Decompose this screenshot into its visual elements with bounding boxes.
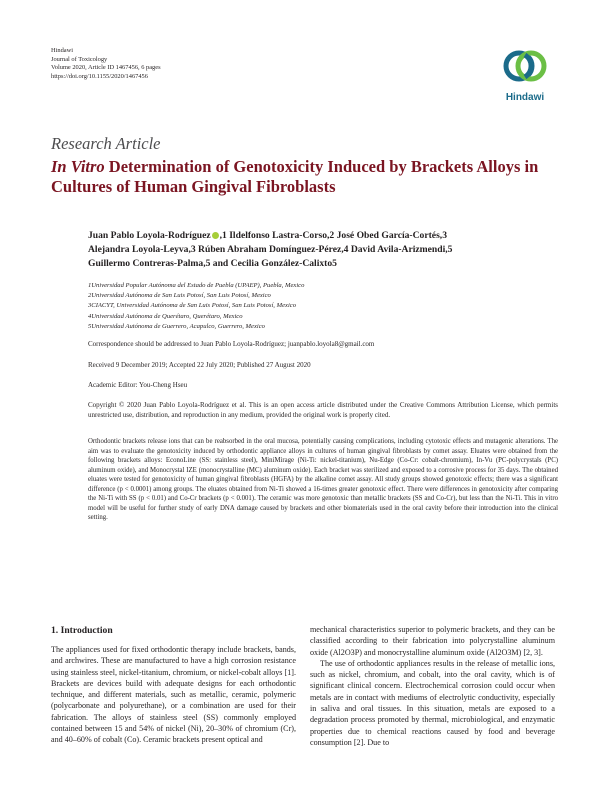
academic-editor: Academic Editor: You-Cheng Hseu xyxy=(88,381,188,389)
author-line3: Guillermo Contreras-Palma,5 and Cecilia González-Calixto5 xyxy=(88,257,337,269)
author-line1-rest: ,1 Ildelfonso Lastra-Corso,2 José Obed García-Cortés,3 xyxy=(219,230,447,241)
orcid-icon[interactable] xyxy=(212,232,219,239)
section-heading: 1. Introduction xyxy=(51,625,113,636)
affiliation-item: 1Universidad Popular Autónoma del Estado de Puebla (UPAEP), Puebla, Mexico xyxy=(88,282,305,289)
affiliation-item: 3CIACYT, Universidad Autónoma de San Luis Potosí, San Luis Potosí, Mexico xyxy=(88,302,297,310)
affiliations xyxy=(88,281,558,332)
body-paragraph: The use of orthodontic appliances results in the release of metallic ions, such as nickel, chromium, and cobalt, into the oral cavity, which is of significant clinical concern. Electrochemical corrosion could occur when metals are in contact with mediums of electrolytic conductivity, especially in saliva and oral tissues. In this situation, metals are exposed to a degradation process promoted by thermal, microbiological, and enzymatic properties due to chemical reactions caused by food and beverage consumption [2]. Due to xyxy=(310,658,555,747)
doi-link[interactable]: https://doi.org/10.1155/2020/1467456 xyxy=(51,72,148,80)
body-column-left xyxy=(51,644,296,746)
abstract: Orthodontic brackets release ions that can be reabsorbed in the oral mucosa, potentially causing complications, including cytotoxic effects and mutagenic alterations. The aim was to evaluate the genotoxicity induced by orthodontic appliance alloys in cultures of human gingival fibroblasts by comet assay. Eluates were obtained from the following brackets alloys: EconoLine (SS: stainless steel), MiniMirage (Ni-Ti: nickel-titanium), Nu-Edge (Co-Cr: cobalt-chromium), In-Vu (PC-polycrystals (PC) aluminum oxide), and Monocrystal IZE (monocrystalline (MC) aluminum oxide). Each bracket was sterilized and exposed to a corrosive process for 35 days. The obtained eluates were tested for genotoxicity of human gingival fibroblasts (HGFA) by the alkaline comet assay. All study groups showed genotoxic effects; there was a significant difference (p < 0.0001) among groups. The eluates obtained from Ni-Ti showed a 16-times greater genotoxic effect. There were differences in genotoxicity after comparing the Ni-Ti with SS (p < 0.01) and Co-Cr brackets (p < 0.001). The ceramic was more genotoxic than metallic brackets (SS and Co-Cr), but less than the Ni-Ti. This in vitro model will be useful for further study of early DNA damage caused by brackets and other biomaterials used in the oral cavity before their introduction into the clinical setting. xyxy=(88,438,558,522)
body-column-right xyxy=(310,624,555,748)
title-rest: Determination of Genotoxicity Induced by Brackets Alloys in Cultures of Human Gingival Fibroblasts xyxy=(51,157,539,196)
logo-wordmark: Hindawi xyxy=(505,92,545,103)
affiliation-item: 5Universidad Autónoma de Guerrero, Acapulco, Guerrero, Mexico xyxy=(88,322,265,330)
affiliation-item: 2Universidad Autónoma de San Luis Potosí, San Luis Potosí, Mexico xyxy=(88,292,271,300)
body-paragraph: mechanical characteristics superior to polymeric brackets, and they can be classified according to their fabrication into polycrystalline aluminum oxide (Al2O3P) and monocrystalline aluminum oxide (Al2O3M) [2, 3]. xyxy=(310,625,555,657)
affiliation-item: 4Universidad Autónoma de Querétaro, Querétaro, Mexico xyxy=(88,312,243,320)
hindawi-logo[interactable] xyxy=(496,44,554,104)
dates: Received 9 December 2019; Accepted 22 July 2020; Published 27 August 2020 xyxy=(88,361,311,369)
publisher-name: Hindawi xyxy=(51,47,74,54)
author-list xyxy=(88,229,558,270)
article-type: Research Article xyxy=(51,134,161,153)
correspondence: Correspondence should be addressed to Juan Pablo Loyola-Rodríguez; juanpablo.loyola8@gmail.com xyxy=(88,340,375,348)
author-first: Juan Pablo Loyola-Rodríguez xyxy=(88,230,211,241)
journal-header xyxy=(51,47,161,81)
article-title xyxy=(51,157,551,197)
journal-name: Journal of Toxicology xyxy=(51,55,108,63)
title-italic: In Vitro xyxy=(51,157,105,176)
volume-line: Volume 2020, Article ID 1467456, 6 pages xyxy=(51,64,161,72)
body-paragraph: The appliances used for fixed orthodontic therapy include brackets, bands, and archwires. These are manufactured to have a high corrosion resistance using stainless steel, nickel-titanium, chromium, or nickel-cobalt alloys [1]. Brackets are devices build with adequate designs for each orthodontic technique, and different materials, such as metallic, ceramic, polymeric (polycarbonate and polyurethane), or a combination are used for their fabrication. The alloys of stainless steel (SS) commonly employed contained between 15 and 54% of nickel (Ni), 20–30% of chromium (Cr), and 40–60% of cobalt (Co). Ceramic brackets present optical and xyxy=(51,645,296,745)
copyright: Copyright © 2020 Juan Pablo Loyola-Rodríguez et al. This is an open access article distributed under the Creative Commons Attribution License, which permits unrestricted use, distribution, and reproduction in any medium, provided the original work is properly cited. xyxy=(88,401,558,419)
author-line2: Alejandra Loyola-Leyva,3 Rúben Abraham Domínguez-Pérez,4 David Avila-Arizmendi,5 xyxy=(88,243,453,255)
hindawi-logo-icon xyxy=(496,44,554,90)
